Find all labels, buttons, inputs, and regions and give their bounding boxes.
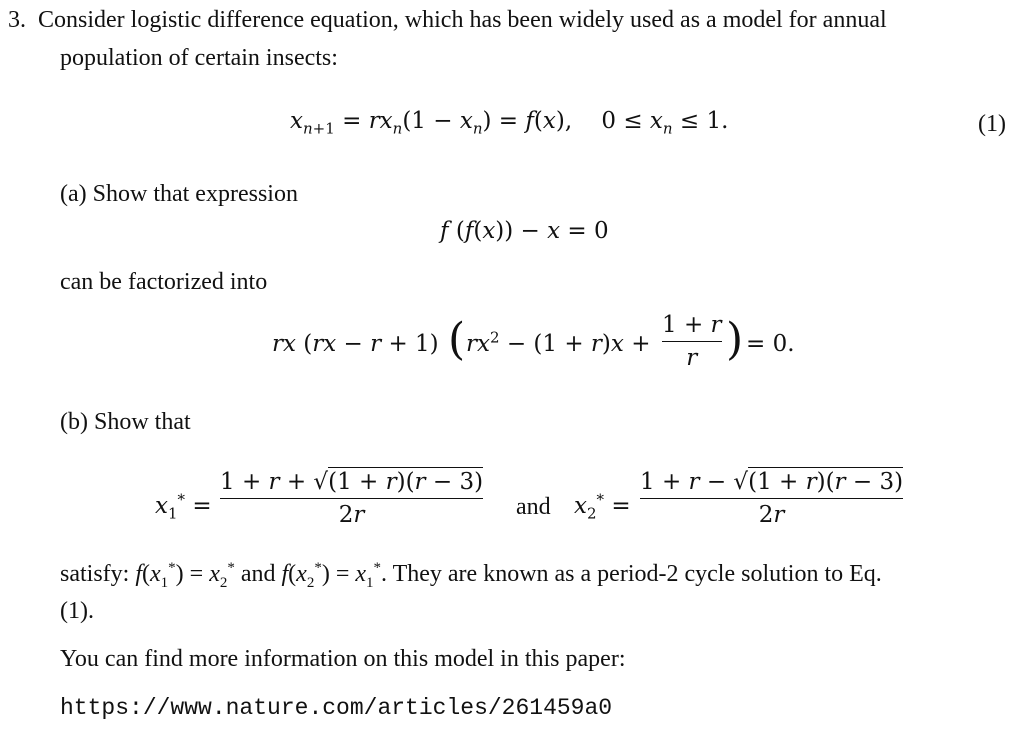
and-word-2: and [240,561,276,587]
x2-star-fraction: 1 + r − √(1 + r)(r − 3) 2r [640,469,904,528]
x2-star-lhs: $x_2^*$ = [574,490,631,523]
equation-1-number: (1) [978,111,1006,137]
eq-ref: (1). [60,598,94,624]
paper-url[interactable]: https://www.nature.com/articles/261459a0 [60,695,613,721]
info-text: You can find more information on this model in this paper: [60,646,626,672]
equation-1: $x_{n+1} = rx_n(1 - x_n) = f(x)$, $0 \le x_n \le 1$. [290,108,729,138]
open-big-paren: ( [448,314,466,365]
factorized-equation-left: rx (rx − r + 1) [272,331,439,357]
equation-ffx: f (f(x)) − x = 0 [440,218,609,244]
intro-line-2: population of certain insects: [60,45,338,71]
factorized-equation-mid: $rx^2 - (1 + r)x$ + [466,328,651,357]
intro-line-1: Consider logistic difference equation, which has been widely used as a model for annual [38,7,887,33]
known-text: . They are known as a period-2 cycle solution to Eq. [381,561,882,587]
x1-star-lhs: $x_1^*$ = [155,490,212,523]
fraction-1-plus-r-over-r: 1 + r r [662,312,722,371]
satisfy-label: satisfy: [60,561,130,587]
x1-star-fraction: 1 + r + √(1 + r)(r − 3) 2r [220,469,484,528]
problem-number: 3. [8,7,26,33]
part-b-label: (b) Show that [60,409,191,435]
satisfy-line: satisfy: $f(x_1^*) = x_2^*$ and $f(x_2^*) = x_1^*$. They are known as a period-2 cycle solution to Eq. [60,560,882,591]
factorized-text: can be factorized into [60,269,268,295]
part-a-label: (a) Show that expression [60,181,298,207]
and-word: and [516,494,551,520]
factorized-equation-right: = 0. [746,331,795,357]
close-big-paren: ) [726,314,744,365]
